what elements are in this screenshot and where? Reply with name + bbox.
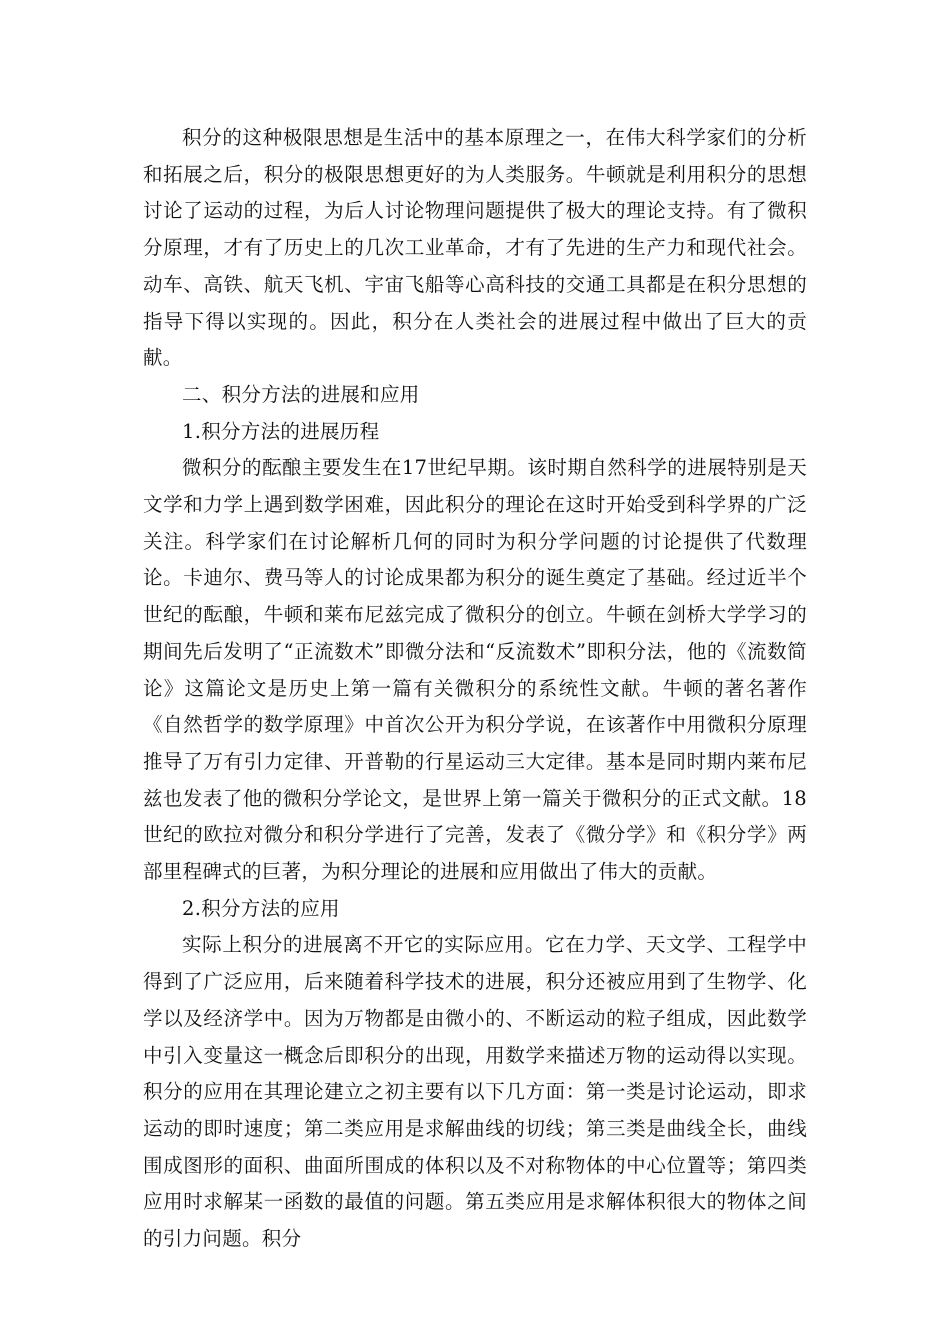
- subsection-heading-development-history: 1.积分方法的进展历程: [182, 419, 380, 443]
- paragraph-integral-applications: 实际上积分的进展离不开它的实际应用。它在力学、天文学、工程学中得到了广泛应用，后来随着科学技术的进展，积分还被应用到了生物学、化学以及经济学中。因为万物都是由微小的、不断运动的粒子组成，因此数学中引入变量这一概念后即积分的出现，用数学来描述万物的运动得以实现。积分的应用在其理论建立之初主要有以下几方面：第一类是讨论运动，即求运动的即时速度；第二类应用是求解曲线的切线；第三类是曲线全长，曲线围成图形的面积、曲面所围成的体积以及不对称物体的中心位置等；第四类应用时求解某一函数的最值的问题。第五类应用是求解体积很大的物体之间的引力问题。积分: [143, 933, 807, 1251]
- section-heading-development-and-application: 二、积分方法的进展和应用: [182, 382, 420, 406]
- subsection-heading-applications: 2.积分方法的应用: [182, 896, 340, 920]
- paragraph-calculus-history: 微积分的酝酿主要发生在17世纪早期。该时期自然科学的进展特别是天文学和力学上遇到数学困难，因此积分的理论在这时开始受到科学界的广泛关注。科学家们在讨论解析几何的同时为积分学问题的讨论提供了代数理论。卡迪尔、费马等人的讨论成果都为积分的诞生奠定了基础。经过近半个世纪的酝酿，牛顿和莱布尼兹完成了微积分的创立。牛顿在剑桥大学学习的期间先后发明了“正流数术”即微分法和“反流数术”即积分法，他的《流数简论》这篇论文是历史上第一篇有关微积分的系统性文献。牛顿的著名著作《自然哲学的数学原理》中首次公开为积分学说，在该著作中用微积分原理推导了万有引力定律、开普勒的行星运动三大定律。基本是同时期内莱布尼兹也发表了他的微积分学论文，是世界上第一篇关于微积分的正式文献。18世纪的欧拉对微分和积分学进行了完善，发表了《微分学》和《积分学》两部里程碑式的巨著，为积分理论的进展和应用做出了伟大的贡献。: [143, 456, 807, 884]
- document-page: [143, 120, 807, 1258]
- paragraph-integral-limit-idea: 积分的这种极限思想是生活中的基本原理之一，在伟大科学家们的分析和拓展之后，积分的极限思想更好的为人类服务。牛顿就是利用积分的思想讨论了运动的过程，为后人讨论物理问题提供了极大的理论支持。有了微积分原理，才有了历史上的几次工业革命，才有了先进的生产力和现代社会。动车、高铁、航天飞机、宇宙飞船等心高科技的交通工具都是在积分思想的指导下得以实现的。因此，积分在人类社会的进展过程中做出了巨大的贡献。: [143, 126, 807, 370]
